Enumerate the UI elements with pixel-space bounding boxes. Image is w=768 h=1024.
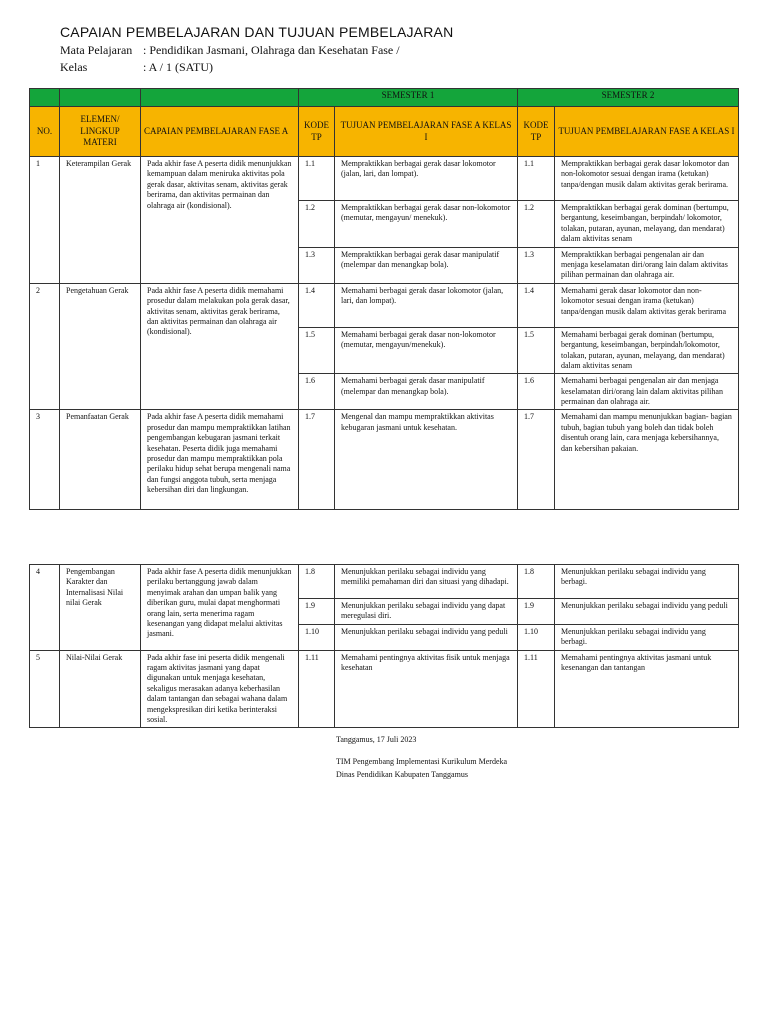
kode-tp-1: 1.2 (299, 201, 335, 248)
kode-tp-2: 1.10 (518, 624, 555, 650)
place-date: Tanggamus, 17 Juli 2023 (336, 735, 417, 744)
semester-2-header: SEMESTER 2 (518, 89, 739, 107)
tujuan-2-cell: Menunjukkan perilaku sebagai individu yang berbagi. (555, 565, 739, 599)
table-row (30, 410, 739, 510)
tujuan-1-cell: Mempraktikkan berbagai gerak dasar non-lokomotor (memutar, mengayun/ menekuk). (335, 201, 518, 248)
kode-tp-2: 1.8 (518, 565, 555, 599)
kode-tp-2: 1.2 (518, 201, 555, 248)
tujuan-2-cell: Mempraktikkan berbagai gerak dominan (bertumpu, bergantung, keseimbangan, berpindah/ lokomotor, tolakan, putaran, ayunan, melayang, dan mendarat) dalam aktivitas senam (555, 201, 739, 248)
tujuan-2-cell: Memahami berbagai pengenalan air dan menjaga keselamatan diri/orang lain dalam aktivitas pilihan permainan dan olahraga air. (555, 374, 739, 410)
class-value: : A / 1 (SATU) (143, 60, 214, 74)
kode-tp-1: 1.6 (299, 374, 335, 410)
header-tujuan-2: TUJUAN PEMBELAJARAN FASE A KELAS I (555, 107, 739, 157)
tujuan-2-cell: Mempraktikkan berbagai gerak dasar lokomotor dan non-lokomotor sesuai dengan irama (ketukan) tanpa/dengan musik dalam aktivitas gerak berirama. (555, 157, 739, 201)
kode-tp-2: 1.11 (518, 650, 555, 728)
subject-value: : Pendidikan Jasmani, Olahraga dan Kesehatan Fase / (143, 43, 400, 57)
curriculum-table-continued (29, 564, 739, 728)
header-kode-tp-1: KODE TP (299, 107, 335, 157)
semester-1-header: SEMESTER 1 (299, 89, 518, 107)
class-line (60, 60, 213, 75)
tujuan-1-cell: Memahami berbagai gerak dasar non-lokomotor (memutar, mengayun/menekuk). (335, 327, 518, 374)
column-header-row (30, 107, 739, 157)
capaian-cell: Pada akhir fase A peserta didik menunjukkan kemampuan dalam meniruka aktivitas pola gerak dasar, aktivitas senam, aktivitas gerak berirama, dan aktivitas permainan dan olahraga air (kondisional). (141, 157, 299, 284)
office-name: Dinas Pendidikan Kabupaten Tanggamus (336, 770, 468, 779)
tujuan-1-cell: Memahami pentingnya aktivitas fisik untuk menjaga kesehatan (335, 650, 518, 728)
tujuan-2-cell: Memahami gerak dasar lokomotor dan non-lokomotor sesuai dengan irama (ketukan) tanpa/dengan musik dalam aktivitas gerak berirama (555, 283, 739, 327)
tujuan-2-cell: Memahami berbagai gerak dominan (bertumpu, bergantung, keseimbangan, berpindah/lokomotor, tolakan, putaran, ayunan, melayang, dan mendarat) dalam aktivitas senam (555, 327, 739, 374)
row-number: 2 (30, 283, 60, 410)
elemen-cell: Pengetahuan Gerak (60, 283, 141, 410)
kode-tp-1: 1.9 (299, 599, 335, 625)
header-no: NO. (30, 107, 60, 157)
kode-tp-2: 1.3 (518, 247, 555, 283)
elemen-cell: Nilai-Nilai Gerak (60, 650, 141, 728)
tujuan-1-cell: Mempraktikkan berbagai gerak dasar manipulatif (melempar dan menangkap bola). (335, 247, 518, 283)
tujuan-2-cell: Menunjukkan perilaku sebagai individu yang berbagi. (555, 624, 739, 650)
page-title: CAPAIAN PEMBELAJARAN DAN TUJUAN PEMBELAJARAN (60, 24, 454, 40)
tujuan-1-cell: Mengenal dan mampu mempraktikkan aktivitas kebugaran jasmani untuk kesehatan. (335, 410, 518, 510)
tujuan-2-cell: Memahami dan mampu menunjukkan bagian- bagian tubuh, bagian tubuh yang boleh dan tidak boleh disentuh orang lain, cara menjaga kebersihannya, dan kebersihan pakaian. (555, 410, 739, 510)
table-row (30, 157, 739, 201)
subject-line (60, 43, 400, 58)
kode-tp-1: 1.11 (299, 650, 335, 728)
row-number: 1 (30, 157, 60, 284)
tujuan-2-cell: Memahami pentingnya aktivitas jasmani untuk kesenangan dan tantangan (555, 650, 739, 728)
kode-tp-2: 1.4 (518, 283, 555, 327)
kode-tp-1: 1.3 (299, 247, 335, 283)
kode-tp-2: 1.1 (518, 157, 555, 201)
kode-tp-1: 1.8 (299, 565, 335, 599)
kode-tp-1: 1.5 (299, 327, 335, 374)
kode-tp-1: 1.4 (299, 283, 335, 327)
kode-tp-1: 1.1 (299, 157, 335, 201)
tujuan-2-cell: Menunjukkan perilaku sebagai individu yang peduli (555, 599, 739, 625)
tujuan-1-cell: Menunjukkan perilaku sebagai individu yang peduli (335, 624, 518, 650)
table-row (30, 565, 739, 599)
tujuan-1-cell: Menunjukkan perilaku sebagai individu yang dapat meregulasi diri. (335, 599, 518, 625)
capaian-cell: Pada akhir fase ini peserta didik mengenali ragam aktivitas jasmani yang dapat digunakan untuk menjaga kesehatan, sekaligus merasakan adanya keberhasilan dalam tantangan dan sebagai wahana dalam mengekspresikan diri ketika berinteraksi sosial. (141, 650, 299, 728)
header-tujuan-1: TUJUAN PEMBELAJARAN FASE A KELAS I (335, 107, 518, 157)
table-row (30, 650, 739, 728)
tujuan-1-cell: Menunjukkan perilaku sebagai individu yang memiliki pemahaman diri dan situasi yang dihadapi. (335, 565, 518, 599)
team-name: TIM Pengembang Implementasi Kurikulum Merdeka (336, 757, 508, 766)
header-kode-tp-2: KODE TP (518, 107, 555, 157)
semester-header-row (30, 89, 739, 107)
table-row (30, 283, 739, 327)
kode-tp-2: 1.6 (518, 374, 555, 410)
capaian-cell: Pada akhir fase A peserta didik memahami prosedur dalam melakukan pola gerak dasar, aktivitas senam, aktivitas gerak berirama, dan aktivitas permainan dan olahraga air (kondisional). (141, 283, 299, 410)
header-elemen: ELEMEN/ LINGKUP MATERI (60, 107, 141, 157)
row-number: 4 (30, 565, 60, 651)
kode-tp-2: 1.7 (518, 410, 555, 510)
tujuan-2-cell: Mempraktikkan berbagai pengenalan air dan menjaga keselamatan diri/orang lain dalam aktivitas pilihan permainan dan olahraga air. (555, 247, 739, 283)
elemen-cell: Keterampilan Gerak (60, 157, 141, 284)
kode-tp-1: 1.7 (299, 410, 335, 510)
elemen-cell: Pemanfaatan Gerak (60, 410, 141, 510)
tujuan-1-cell: Memahami berbagai gerak dasar lokomotor (jalan, lari, dan lompat). (335, 283, 518, 327)
curriculum-table (29, 88, 739, 510)
subject-label: Mata Pelajaran (60, 43, 133, 57)
tujuan-1-cell: Mempraktikkan berbagai gerak dasar lokomotor (jalan, lari, dan lompat). (335, 157, 518, 201)
capaian-cell: Pada akhir fase A peserta didik menunjukkan perilaku bertanggung jawab dalam menyimak arahan dan umpan balik yang diberikan guru, mulai dapat menghormati orang lain, serta menerima ragam kesenangan yang didapat melalui aktivitas jasmani. (141, 565, 299, 651)
class-label: Kelas (60, 60, 88, 74)
kode-tp-1: 1.10 (299, 624, 335, 650)
header-capaian: CAPAIAN PEMBELAJARAN FASE A (141, 107, 299, 157)
capaian-cell: Pada akhir fase A peserta didik memahami prosedur dan mampu mempraktikkan latihan pengembangan kebugaran jasmani terkait kesehatan. Peserta didik juga memahami prosedur dan mampu mempraktikkan pola perilaku hidup sehat berupa mengenali nama dan fungsi anggota tubuh, serta menjaga kebersihan diri dan lingkungan. (141, 410, 299, 510)
kode-tp-2: 1.9 (518, 599, 555, 625)
row-number: 3 (30, 410, 60, 510)
elemen-cell: Pengembangan Karakter dan Internalisasi Nilai nilai Gerak (60, 565, 141, 651)
row-number: 5 (30, 650, 60, 728)
tujuan-1-cell: Memahami berbagai gerak dasar manipulatif (melempar dan menangkap bola). (335, 374, 518, 410)
kode-tp-2: 1.5 (518, 327, 555, 374)
